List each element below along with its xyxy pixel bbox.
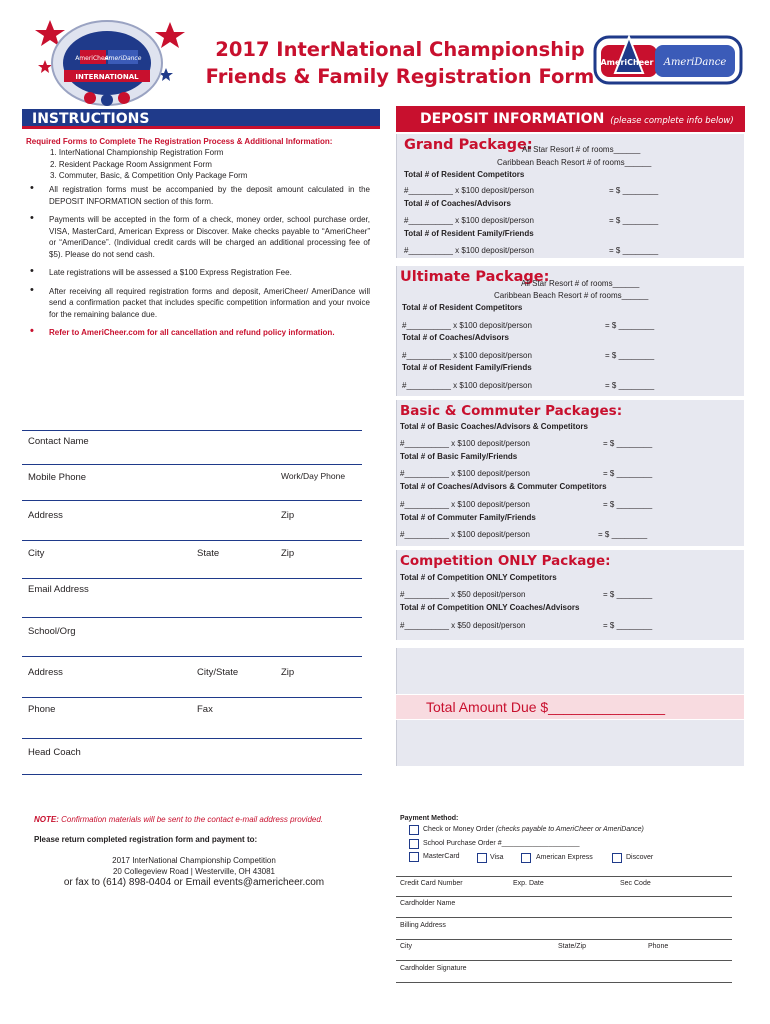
email-field[interactable]: [22, 617, 362, 618]
basic-row-label: Total # of Coaches/Advisors & Commuter Competitors: [400, 482, 607, 491]
email-label: Email Address: [28, 584, 89, 595]
grand-caribbean-rooms[interactable]: Caribbean Beach Resort # of rooms______: [497, 158, 652, 167]
cardholder-signature-field[interactable]: [396, 982, 732, 983]
grand-package-title: Grand Package:: [404, 137, 533, 153]
competition-amount[interactable]: = $ ________: [603, 590, 653, 599]
basic-row-label: Total # of Commuter Family/Friends: [400, 513, 536, 522]
ultimate-caribbean-rooms[interactable]: Caribbean Beach Resort # of rooms______: [494, 291, 649, 300]
exp-date-label: Exp. Date: [513, 880, 544, 887]
americheer-ameridance-logo: [593, 33, 743, 89]
form-item: 3. Commuter, Basic, & Competition Only Package Form: [50, 171, 248, 180]
page-title: [200, 36, 600, 90]
logo-text-ameridance: AmeriDance: [104, 55, 142, 62]
american-express-label: American Express: [536, 854, 593, 861]
visa-checkbox[interactable]: [477, 853, 487, 863]
billing-address-label: Billing Address: [400, 922, 446, 929]
instruction-bullets: [26, 184, 370, 346]
phone-fax-field[interactable]: [22, 738, 362, 739]
grand-amount[interactable]: = $ ________: [609, 186, 659, 195]
cardholder-name-field[interactable]: [396, 917, 732, 918]
zip-label: Zip: [281, 667, 295, 678]
city-state-label: City/State: [197, 667, 239, 678]
card-number-label: Credit Card Number: [400, 880, 463, 887]
blank-panel: [396, 720, 744, 766]
form-item: 1. InterNational Championship Registration Form: [50, 148, 224, 157]
ultimate-allstar-rooms[interactable]: All Star Resort # of rooms______: [521, 279, 640, 288]
purchase-order-label[interactable]: School Purchase Order #____________________: [423, 840, 580, 847]
check-money-order-label: Check or Money Order (checks payable to AmeriCheer or AmeriDance): [423, 826, 644, 833]
basic-amount[interactable]: = $ ________: [603, 469, 653, 478]
competition-row-label: Total # of Competition ONLY Competitors: [400, 573, 557, 582]
mastercard-label: MasterCard: [423, 853, 460, 860]
grand-allstar-rooms[interactable]: All Star Resort # of rooms______: [522, 145, 641, 154]
basic-deposit-line[interactable]: #__________ x $100 deposit/person: [400, 469, 530, 478]
instruction-bullet: • Payments will be accepted in the form of a check, money order, school purchase order, VISA, MasterCard, American Express or Discover. Make checks payable to “AmeriCheer” or “AmeriDance”. (Individual credit cards will be charged an additional processing fee of $5). Please do not send cash.: [26, 214, 370, 260]
competition-deposit-line[interactable]: #__________ x $50 deposit/person: [400, 621, 526, 630]
address-field[interactable]: [22, 540, 362, 541]
mobile-phone-label: Mobile Phone: [28, 472, 87, 483]
ultimate-package-title: Ultimate Package:: [400, 269, 550, 285]
refund-policy-bullet: • Refer to AmeriCheer.com for all cancellation and refund policy information.: [26, 327, 370, 339]
contact-name-field[interactable]: [22, 464, 362, 465]
title-line-1: 2017 InterNational Championship: [215, 38, 585, 61]
logo-text-americheer: AmeriCheer: [75, 55, 111, 62]
purchase-order-checkbox[interactable]: [409, 839, 419, 849]
return-address-line-1: 2017 InterNational Championship Competition: [112, 856, 276, 865]
logo-ribbon-text: INTERNATIONAL: [75, 73, 139, 81]
rule: [396, 876, 732, 877]
ultimate-amount[interactable]: = $ ________: [605, 321, 655, 330]
competition-row-label: Total # of Competition ONLY Coaches/Advisors: [400, 603, 580, 612]
return-address-line-2: 20 Collegeview Road | Westerville, OH 43081: [112, 867, 275, 876]
head-coach-label: Head Coach: [28, 747, 81, 758]
payment-method-label: Payment Method:: [400, 815, 459, 822]
total-amount-due[interactable]: Total Amount Due $_______________: [396, 695, 744, 719]
instruction-bullet: • All registration forms must be accompanied by the deposit amount calculated in the DEPOSIT INFORMATION section of this form.: [26, 184, 370, 207]
deposit-header-title: DEPOSIT INFORMATION: [420, 111, 605, 127]
city-label: City: [28, 548, 45, 559]
grand-deposit-line[interactable]: #__________ x $100 deposit/person: [404, 246, 534, 255]
return-address-line-3: or fax to (614) 898-0404 or Email events@americheer.com: [63, 877, 325, 888]
basic-amount[interactable]: = $ ________: [603, 439, 653, 448]
address-label: Address: [28, 510, 63, 521]
school-address-label: Address: [28, 667, 63, 678]
billing-address-field[interactable]: [396, 939, 732, 940]
billing-city-label: City: [400, 943, 413, 950]
state-label: State: [197, 548, 220, 559]
zip-label: Zip: [281, 510, 295, 521]
american-express-checkbox[interactable]: [521, 853, 531, 863]
basic-deposit-line[interactable]: #__________ x $100 deposit/person: [400, 439, 530, 448]
basic-row-label: Total # of Basic Coaches/Advisors & Competitors: [400, 422, 588, 431]
discover-checkbox[interactable]: [612, 853, 622, 863]
fax-label: Fax: [197, 704, 213, 715]
basic-amount[interactable]: = $ ________: [603, 500, 653, 509]
discover-label: Discover: [626, 854, 654, 861]
work-phone-label: Work/Day Phone: [281, 471, 346, 481]
title-line-2: Friends & Family Registration Form: [205, 65, 595, 88]
instructions-header: INSTRUCTIONS: [22, 109, 380, 129]
phone-label: Phone: [28, 704, 56, 715]
competition-deposit-line[interactable]: #__________ x $50 deposit/person: [400, 590, 526, 599]
billing-phone-label: Phone: [648, 943, 669, 950]
form-item: 2. Resident Package Room Assignment Form: [50, 159, 212, 169]
grand-row-label: Total # of Resident Family/Friends: [404, 229, 534, 238]
school-field[interactable]: [22, 656, 362, 657]
basic-deposit-line[interactable]: #__________ x $100 deposit/person: [400, 500, 530, 509]
sec-code-label: Sec Code: [620, 880, 651, 887]
ultimate-row-label: Total # of Resident Competitors: [402, 303, 523, 312]
ultimate-deposit-line[interactable]: #__________ x $100 deposit/person: [402, 351, 532, 360]
basic-amount[interactable]: = $ ________: [598, 530, 648, 539]
ultimate-deposit-line[interactable]: #__________ x $100 deposit/person: [402, 321, 532, 330]
basic-row-label: Total # of Basic Family/Friends: [400, 452, 518, 461]
ultimate-amount[interactable]: = $ ________: [605, 381, 655, 390]
right-logo-ameridance: AmeriDance: [663, 57, 727, 68]
billing-city-field[interactable]: [396, 960, 732, 961]
competition-only-title: Competition ONLY Package:: [400, 553, 611, 569]
school-address-field[interactable]: [22, 697, 362, 698]
deposit-header-note: (please complete info below): [610, 116, 734, 126]
contact-name-label: Contact Name: [28, 436, 89, 447]
head-coach-field[interactable]: [22, 774, 362, 775]
ultimate-row-label: Total # of Coaches/Advisors: [402, 333, 509, 342]
card-number-field[interactable]: [396, 896, 732, 897]
city-field[interactable]: [22, 578, 362, 579]
competition-amount[interactable]: = $ ________: [603, 621, 653, 630]
ultimate-amount[interactable]: = $ ________: [605, 351, 655, 360]
phone-field[interactable]: [22, 500, 362, 501]
note-text: Confirmation materials will be sent to the contact e-mail address provided.: [58, 815, 324, 824]
rule: [22, 430, 362, 431]
visa-label: Visa: [490, 854, 504, 861]
return-instructions: Please return completed registration form and payment to:: [34, 835, 258, 844]
billing-state-zip-label: State/Zip: [558, 943, 587, 950]
grand-deposit-line[interactable]: #__________ x $100 deposit/person: [404, 186, 534, 195]
blank-panel: [396, 648, 744, 694]
mastercard-checkbox[interactable]: [409, 852, 419, 862]
instruction-bullet: • After receiving all required registration forms and deposit, AmeriCheer/ AmeriDance will send a confirmation packet that includes specific competition information and your nvoice for the remaining balance due.: [26, 286, 370, 321]
note-label: NOTE:: [34, 815, 59, 824]
right-logo-americheer: AmeriCheer: [600, 58, 654, 67]
zip-label: Zip: [281, 548, 295, 559]
grand-row-label: Total # of Resident Competitors: [404, 170, 525, 179]
ultimate-row-label: Total # of Resident Family/Friends: [402, 363, 532, 372]
cardholder-name-label: Cardholder Name: [400, 900, 456, 907]
instruction-bullet: • Late registrations will be assessed a $100 Express Registration Fee.: [26, 267, 370, 279]
confirmation-note: [34, 815, 323, 824]
required-forms-list: [50, 147, 247, 182]
deposit-header: [396, 106, 745, 132]
grand-amount[interactable]: = $ ________: [609, 246, 659, 255]
grand-row-label: Total # of Coaches/Advisors: [404, 199, 511, 208]
cardholder-signature-label: Cardholder Signature: [400, 965, 467, 972]
required-forms-heading: Required Forms to Complete The Registration Process & Additional Information:: [26, 137, 333, 146]
check-payable-note: (checks payable to AmeriCheer or AmeriDance): [493, 826, 644, 833]
check-money-order-checkbox[interactable]: [409, 825, 419, 835]
basic-deposit-line[interactable]: #__________ x $100 deposit/person: [400, 530, 530, 539]
grand-amount[interactable]: = $ ________: [609, 216, 659, 225]
ultimate-deposit-line[interactable]: #__________ x $100 deposit/person: [402, 381, 532, 390]
championship-logo: [20, 8, 190, 108]
school-label: School/Org: [28, 626, 76, 637]
basic-commuter-title: Basic & Commuter Packages:: [400, 403, 623, 419]
grand-deposit-line[interactable]: #__________ x $100 deposit/person: [404, 216, 534, 225]
